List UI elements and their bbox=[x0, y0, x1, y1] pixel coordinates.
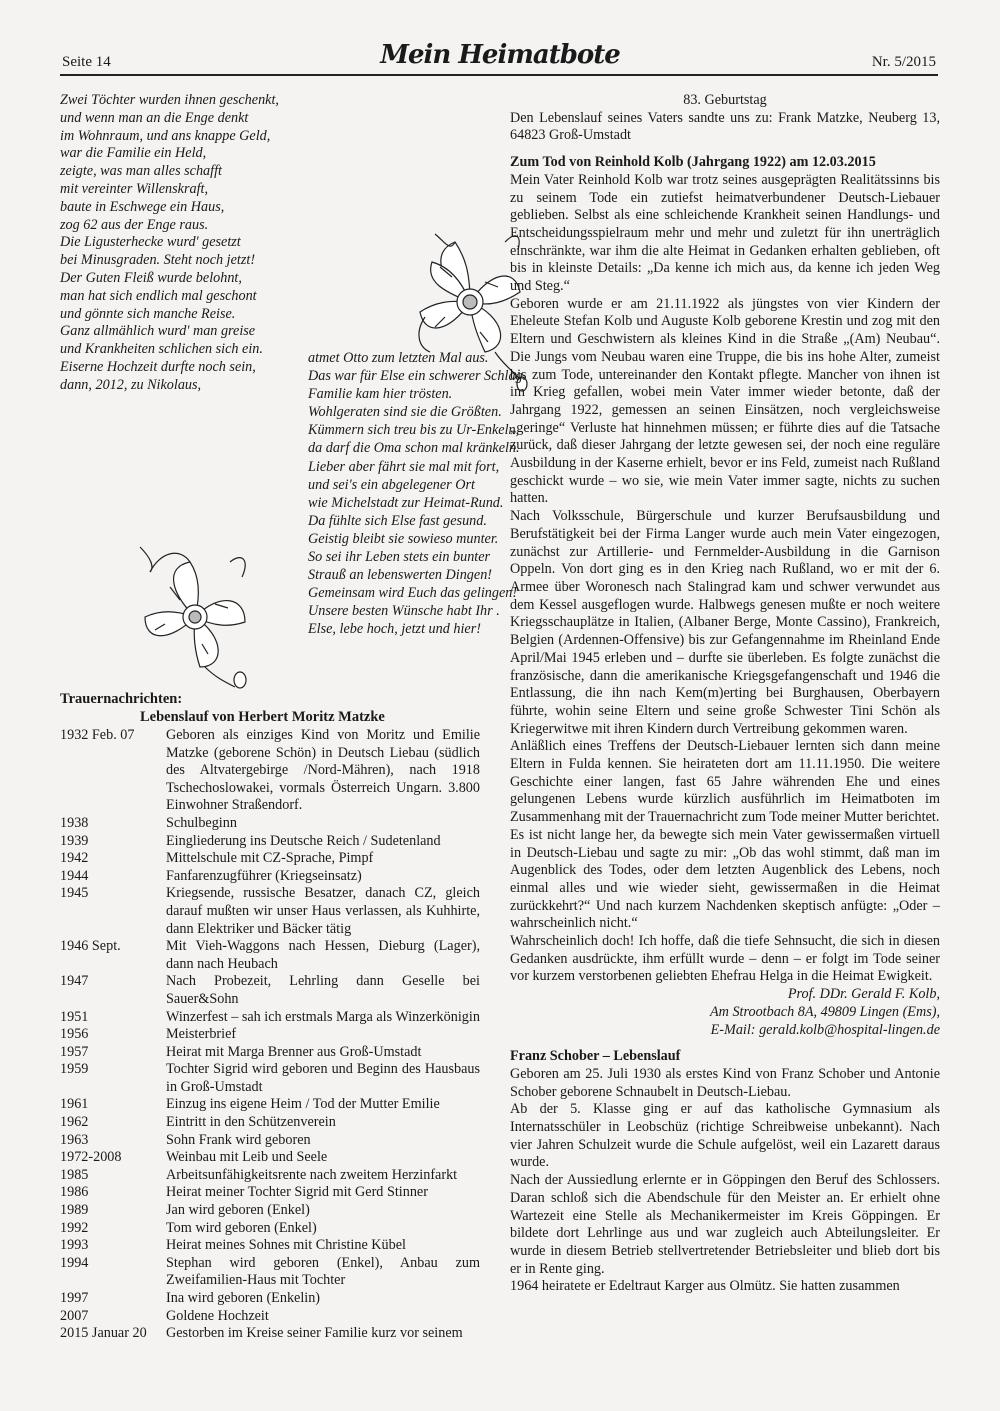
poem-line: So sei ihr Leben stets ein bunter bbox=[308, 549, 491, 566]
section-heading-trauer: Trauernachrichten: bbox=[60, 691, 183, 707]
timeline-text: Tochter Sigrid wird geboren und Beginn des Hausbaus in Groß-Umstadt bbox=[166, 1061, 480, 1095]
poem-line: Strauß an lebenswerten Dingen! bbox=[308, 567, 493, 584]
timeline-row bbox=[60, 1044, 480, 1062]
schober-heading: Franz Schober – Lebenslauf bbox=[510, 1048, 681, 1065]
left-column bbox=[60, 92, 527, 1342]
timeline-row bbox=[60, 1237, 480, 1255]
birthday-line: 83. Geburtstag bbox=[683, 92, 767, 108]
kolb-heading: Zum Tod von Reinhold Kolb (Jahrgang 1922) am 12.03.2015 bbox=[510, 154, 876, 171]
schober-paragraph: Nach der Aussiedlung erlernte er in Göppingen den Beruf des Schlossers. Daran schloß sich die Abendschule für den Meister an. Er erhielt ohne Wartezeit eine Stelle als Mechanikermeister im Kreis Göppingen. Er bildete dort Lehrlinge aus und war zugleich auch Abteilungsleiter. Er wurde in diesem Betrieb stellvertretender Betriebsleiter und blieb dort bis er in Rente ging. bbox=[510, 1172, 940, 1277]
timeline-row bbox=[60, 1255, 480, 1290]
poem-line: Das war für Else ein schwerer Schlag. bbox=[308, 368, 527, 385]
timeline-text: Fanfarenzugführer (Kriegseinsatz) bbox=[166, 867, 362, 884]
timeline-text: Eingliederung ins Deutsche Reich / Sudetenland bbox=[166, 832, 441, 849]
signature-block bbox=[510, 986, 940, 1039]
kolb-paragraph: Es ist nicht lange her, da bewegte sich mein Vater gewissermaßen virtuell in Deutsch-Liebau und sagte zu mir: „Ob das wohl stimmt, daß man im Augenblick des Todes, oder dem letzten Augenblick des Lebens, noch einmal alles und wie wieder sieht, gewissermaßen in die Heimat zurückkehrt?“ Und nach kurzem Nachdenken skeptisch anfügte: „Oder – wahrscheinlich nicht.“ bbox=[510, 826, 940, 932]
timeline-year: 1992 bbox=[60, 1219, 89, 1236]
timeline-text: Schulbeginn bbox=[166, 814, 237, 831]
timeline-year: 1959 bbox=[60, 1061, 89, 1078]
timeline-text: Gestorben im Kreise seiner Familie kurz vor seinem bbox=[166, 1325, 463, 1342]
poem-line: Else, lebe hoch, jetzt und hier! bbox=[308, 621, 481, 638]
timeline-text: Kriegsende, russische Besatzer, danach CZ, gleich darauf mußten wir unser Haus verlassen, als Kuhhirte, dann Elektriker und Bäcker tätig bbox=[166, 885, 480, 937]
schober-paragraph: 1964 heiratete er Edeltraut Karger aus Olmütz. Sie hatten zusammen bbox=[510, 1278, 900, 1295]
kolb-paragraph: Anläßlich eines Treffens der Deutsch-Liebauer lernten sich dann meine Eltern in Fulda kennen. Sie heirateten dort am 11.11.1950. Die weitere Geschichte einer langen, fast 65 Jahre währenden Ehe und eines gelungenen Lebens wurde kürzlich ausführlich im Heimatboten im Zusammenhang mit der Trauernachricht zum Tode meiner Mutter berichtet. bbox=[510, 738, 940, 826]
poem-line: mit vereinter Willenskraft, bbox=[60, 180, 209, 197]
poem-part-2 bbox=[308, 349, 526, 639]
timeline-row bbox=[60, 973, 480, 1008]
timeline-year: 1994 bbox=[60, 1254, 89, 1271]
poem-line: zog 62 aus der Enge raus. bbox=[60, 216, 209, 233]
timeline-row bbox=[60, 1220, 480, 1238]
timeline-row bbox=[60, 1290, 480, 1308]
timeline-year: 1942 bbox=[60, 850, 89, 867]
sender-line: Den Lebenslauf seines Vaters sandte uns zu: Frank Matzke, Neuberg 13, 64823 Groß-Umstadt bbox=[510, 109, 940, 144]
page-number: Seite 14 bbox=[62, 54, 111, 70]
timeline-text: Jan wird geboren (Enkel) bbox=[166, 1202, 310, 1219]
timeline-year: 1989 bbox=[60, 1202, 89, 1219]
poem-line: Wohlgeraten sind sie die Größten. bbox=[308, 404, 502, 421]
poem-line: Unsere besten Wünsche habt Ihr . bbox=[308, 603, 500, 620]
header-rule bbox=[60, 74, 938, 76]
timeline-year: 1985 bbox=[60, 1166, 89, 1183]
timeline-year: 1939 bbox=[60, 832, 89, 849]
poem-line: da darf die Oma schon mal kränkeln. bbox=[308, 440, 520, 457]
timeline-year: 1972-2008 bbox=[60, 1149, 122, 1166]
poem-line: Lieber aber fährt sie mal mit fort, bbox=[308, 458, 500, 475]
timeline-row bbox=[60, 1149, 480, 1167]
poem-line: Der Guten Fleiß wurde belohnt, bbox=[60, 269, 242, 286]
timeline-text: Geboren als einziges Kind von Moritz und Emilie Matzke (geborene Schön) in Deutsch Liebau (südlich des Altvatergebirge /Nord-Mähren), nach 1918 Tschechoslowakei, vormals Österreich Ungarn. 3.800 Einwohner Straßendorf. bbox=[166, 727, 480, 814]
timeline-year: 1961 bbox=[60, 1096, 89, 1113]
flower-illustration-icon bbox=[130, 542, 260, 692]
signature-address: Am Strootbach 8A, 49809 Lingen (Ems), bbox=[710, 1003, 940, 1020]
poem-line: Die Ligusterhecke wurd' gesetzt bbox=[60, 234, 241, 251]
poem-line: Gemeinsam wird Euch das gelingen! bbox=[308, 585, 518, 602]
timeline-text: Winzerfest – sah ich erstmals Marga als Winzerkönigin bbox=[166, 1008, 480, 1025]
issue-number: Nr. 5/2015 bbox=[871, 54, 936, 70]
timeline-text: Arbeitsunfähigkeitsrente nach zweitem Herzinfarkt bbox=[166, 1166, 458, 1183]
timeline-year: 2015 Januar 20 bbox=[60, 1325, 147, 1342]
poem-line: und Krankheiten schlichen sich ein. bbox=[60, 341, 263, 358]
timeline-row bbox=[60, 1114, 480, 1132]
kolb-paragraph: Nach Volksschule, Bürgerschule und kurzer Berufsausbildung und Berufstätigkeit bei der Firma Langer wurde auch mein Vater eingezogen, zunächst zur Artillerie- und Fernmelder-Ausbildung in die Garnison Oppeln. Von dort ging es in den Krieg nach Rußland, wo er mit der 6. Armee über Woronesch nach Stalingrad kam und schwer verwundet aus dem Kessel ausgeflogen wurde. Halbwegs genesen mußte er noch weitere Kriegsschauplätze in Italien, (Albaner Berge, Monte Cassino), Frankreich, Belgien (Ardennen-Offensive) bis zur Gefangennahme im Rheinland Ende April/Mai 1945 erleben und – durfte sie überleben. Es folgte zunächst die französische, dann die amerikanische Kriegsgefangenschaft und 1946 die Entlassung, die ihn nach Kem(m)erting bei Burghausen, Oberbayern führte, wohin seine Eltern und seine große Schwester Tini Schön als Kriegerwitwe mit ihren Kindern durch Vertreibung gekommen waren. bbox=[510, 508, 940, 737]
poem-line: Da fühlte sich Else fast gesund. bbox=[308, 512, 487, 529]
poem-line: Kümmern sich treu bis zu Ur-Enkeln, bbox=[308, 422, 520, 439]
timeline-year: 1938 bbox=[60, 814, 89, 831]
poem-line: baute in Eschwege ein Haus, bbox=[60, 198, 225, 215]
timeline-year: 1986 bbox=[60, 1184, 89, 1201]
schober-paragraph: Ab der 5. Klasse ging er auf das katholische Gymnasium als Internatsschüler in Leobschüz (richtige Schreibweise unbekannt). Nach vier Jahren Schulzeit wurde die Schule aufgelöst, weil ein Lazarett daraus wurde. bbox=[510, 1101, 940, 1171]
schober-paragraph: Geboren am 25. Juli 1930 als erstes Kind von Franz Schober und Antonie Schober geborene Schnaubelt in Deutsch-Liebau. bbox=[510, 1065, 940, 1100]
timeline-text: Heirat meiner Tochter Sigrid mit Gerd Stinner bbox=[166, 1184, 428, 1201]
timeline-text: Mit Vieh-Waggons nach Hessen, Dieburg (Lager), dann nach Heubach bbox=[166, 938, 480, 972]
timeline-year: 1932 Feb. 07 bbox=[60, 727, 135, 743]
timeline-row bbox=[60, 1096, 480, 1114]
timeline-row bbox=[60, 868, 480, 886]
poem-line: zeigte, was man alles schafft bbox=[60, 163, 222, 180]
lebenslauf-title: Lebenslauf von Herbert Moritz Matzke bbox=[140, 709, 385, 725]
timeline-row bbox=[60, 1167, 480, 1185]
kolb-paragraph: Mein Vater Reinhold Kolb war trotz seines ausgeprägten Realitätssinns bis zu seinem Tode ein zutiefst heimatverbundener Deutsch-Liebauer geblieben. Selbst als eine schleichende Krankheit seinen Handlungs- und Entscheidungsspielraum mehr und mehr und zuletzt für ihn unerträglich einschränkte, war ihm die alte Heimat in Gedanken erhalten geblieben, oft bis in kleinste Details: „Da kenne ich mich aus, da kenne ich jeden Weg und Steg.“ bbox=[510, 171, 940, 295]
timeline-row bbox=[60, 1132, 480, 1150]
timeline-year: 1957 bbox=[60, 1043, 89, 1060]
poem-line: dann, 2012, zu Nikolaus, bbox=[60, 376, 202, 393]
timeline-year: 1962 bbox=[60, 1114, 89, 1131]
timeline-year: 1944 bbox=[60, 867, 89, 884]
timeline-text: Ina wird geboren (Enkelin) bbox=[166, 1290, 321, 1306]
masthead-title: Mein Heimatbote bbox=[380, 40, 620, 70]
timeline-text: Heirat mit Marga Brenner aus Groß-Umstadt bbox=[166, 1043, 422, 1060]
timeline-year: 1993 bbox=[60, 1237, 89, 1254]
timeline-year: 1945 bbox=[60, 885, 89, 902]
poem-line: war die Familie ein Held, bbox=[60, 145, 207, 162]
poem-line: und sei's ein abgelegener Ort bbox=[308, 476, 475, 493]
poem-line: Zwei Töchter wurden ihnen geschenkt, bbox=[60, 92, 279, 108]
timeline-text: Heirat meines Sohnes mit Christine Kübel bbox=[166, 1237, 406, 1254]
timeline-year: 1956 bbox=[60, 1026, 89, 1043]
timeline-row bbox=[60, 727, 480, 815]
timeline-row bbox=[60, 1026, 480, 1044]
poem-line: bei Minusgraden. Steht noch jetzt! bbox=[60, 252, 256, 269]
timeline-text: Meisterbrief bbox=[166, 1026, 237, 1043]
timeline-table bbox=[60, 727, 480, 1343]
timeline-text: Goldene Hochzeit bbox=[166, 1307, 269, 1324]
timeline-row bbox=[60, 1061, 480, 1096]
timeline-row bbox=[60, 1308, 480, 1326]
poem-line: im Wohnraum, und ans knappe Geld, bbox=[60, 127, 271, 144]
signature-name: Prof. DDr. Gerald F. Kolb, bbox=[787, 986, 940, 1003]
poem-line: und wenn man an die Enge denkt bbox=[60, 109, 249, 126]
poem-line: wie Michelstadt zur Heimat-Rund. bbox=[308, 494, 504, 511]
poem-line: und gönnte sich manche Reise. bbox=[60, 305, 236, 322]
timeline-row bbox=[60, 885, 480, 938]
poem-line: Geistig bleibt sie sowieso munter. bbox=[308, 530, 499, 547]
timeline-text: Stephan wird geboren (Enkel), Anbau zum Zweifamilien-Haus mit Tochter bbox=[166, 1254, 480, 1289]
kolb-paragraph: Wahrscheinlich doch! Ich hoffe, daß die tiefe Sehnsucht, die sich in diesen Gedanken ausdrückte, ihm erfüllt wurde – denn – er folgt im Tode seiner vor kurzem verstorbenen geliebten Ehefrau Helga in die Heimat Ewigkeit. bbox=[510, 933, 940, 985]
poem-line: Eiserne Hochzeit durfte noch sein, bbox=[60, 358, 256, 375]
timeline-year: 1947 bbox=[60, 973, 89, 990]
timeline-text: Sohn Frank wird geboren bbox=[166, 1131, 311, 1148]
timeline-text: Weinbau mit Leib und Seele bbox=[166, 1149, 328, 1166]
timeline-year: 1997 bbox=[60, 1290, 89, 1306]
timeline-row bbox=[60, 938, 480, 973]
timeline-text: Nach Probezeit, Lehrling dann Geselle bei Sauer&Sohn bbox=[166, 973, 480, 1007]
timeline-text: Eintritt in den Schützenverein bbox=[166, 1114, 336, 1131]
kolb-paragraph: Geboren wurde er am 21.11.1922 als jüngstes von vier Kindern der Eheleute Stefan Kolb und Auguste Kolb geborene Krestin und zog mit den Eltern und Geschwistern als kleines Kind in die Straße „(Am) Neubau“. Die Jungs vom Neubau waren eine Truppe, die bis ins hohe Alter, zumeist bis zum Tode, untereinander den Kontakt pflegte. Mancher von ihnen ist im Krieg gefallen, wobei mein Vater immer wieder betonte, daß der Jahrgang 1922, gemessen an seinen Einsätzen, noch vergleichsweise „geringe“ Verluste hat hinnehmen müssen; er führte dies auf die Tatsache zurück, daß dieser Jahrgang der letzte gewesen sei, der noch eine reguläre Ausbildung in der Kaserne erhielt, bevor er ins Feld, zumeist nach Rußland geschickt wurde – wo sie, wie mein Vater immer sagte, nichts zu suchen hatten. bbox=[510, 295, 940, 507]
timeline-text: Tom wird geboren (Enkel) bbox=[166, 1219, 317, 1236]
signature-email: E-Mail: gerald.kolb@hospital-lingen.de bbox=[710, 1021, 940, 1038]
timeline-year: 1951 bbox=[60, 1008, 89, 1025]
timeline-text: Einzug ins eigene Heim / Tod der Mutter Emilie bbox=[166, 1096, 440, 1113]
timeline-text: Mittelschule mit CZ-Sprache, Pimpf bbox=[166, 850, 374, 867]
poem-line: atmet Otto zum letzten Mal aus. bbox=[308, 350, 489, 366]
timeline-row bbox=[60, 815, 480, 833]
timeline-row bbox=[60, 1202, 480, 1220]
poem-line: Familie kam hier trösten. bbox=[308, 386, 453, 403]
timeline-row bbox=[60, 1325, 480, 1343]
timeline-row bbox=[60, 833, 480, 851]
timeline-row bbox=[60, 850, 480, 868]
timeline-year: 1946 Sept. bbox=[60, 938, 121, 955]
right-column bbox=[510, 92, 940, 1296]
timeline-year: 1963 bbox=[60, 1131, 89, 1148]
timeline-row bbox=[60, 1184, 480, 1202]
timeline-row bbox=[60, 1009, 480, 1027]
poem-line: Ganz allmählich wurd' man greise bbox=[60, 323, 256, 340]
poem-line: man hat sich endlich mal geschont bbox=[60, 287, 257, 304]
timeline-year: 2007 bbox=[60, 1307, 89, 1324]
